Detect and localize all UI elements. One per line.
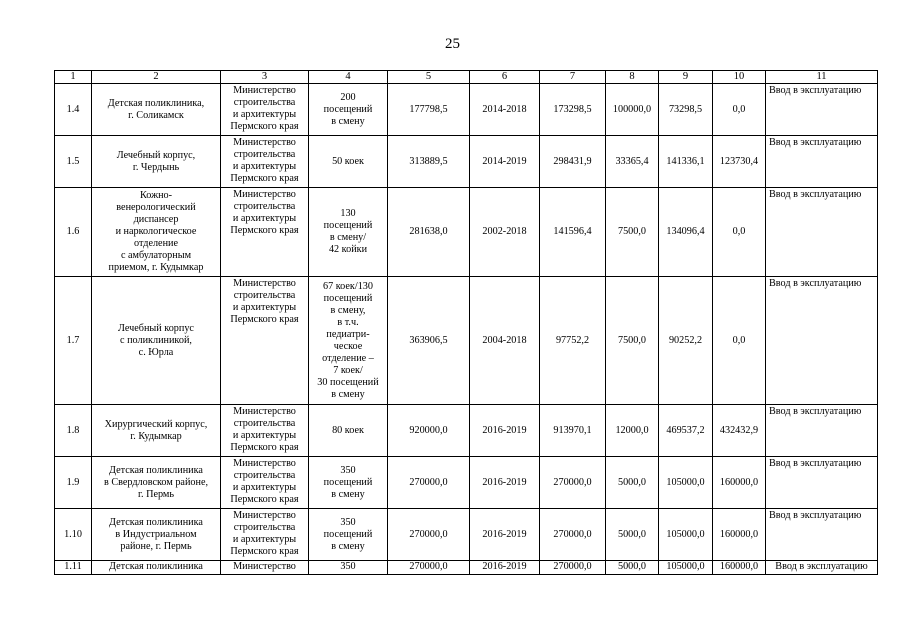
column-header: 7 bbox=[540, 71, 606, 84]
row-number: 1.7 bbox=[55, 277, 92, 405]
value-col10: 0,0 bbox=[713, 188, 766, 277]
value-col7: 173298,5 bbox=[540, 84, 606, 136]
cost: 270000,0 bbox=[388, 457, 470, 509]
customer: Министерство строительства и архитектуры Пермского края bbox=[221, 277, 309, 405]
cost: 270000,0 bbox=[388, 561, 470, 575]
value-col9: 90252,2 bbox=[659, 277, 713, 405]
value-col8: 5000,0 bbox=[606, 457, 659, 509]
capacity: 200 посещений в смену bbox=[309, 84, 388, 136]
page-number: 25 bbox=[445, 36, 460, 52]
value-col9: 105000,0 bbox=[659, 561, 713, 575]
table-row bbox=[55, 136, 878, 188]
customer: Министерство строительства и архитектуры Пермского края bbox=[221, 188, 309, 277]
period: 2004-2018 bbox=[470, 277, 540, 405]
cost: 270000,0 bbox=[388, 509, 470, 561]
object-name: Кожно- венерологический диспансер и наркологическое отделение с амбулаторным приемом, г. Кудымкар bbox=[92, 188, 221, 277]
value-col9: 105000,0 bbox=[659, 457, 713, 509]
value-col7: 270000,0 bbox=[540, 457, 606, 509]
table-row bbox=[55, 457, 878, 509]
column-header: 4 bbox=[309, 71, 388, 84]
value-col10: 0,0 bbox=[713, 277, 766, 405]
table-header-row bbox=[55, 71, 878, 84]
period: 2016-2019 bbox=[470, 457, 540, 509]
period: 2016-2019 bbox=[470, 405, 540, 457]
column-header: 1 bbox=[55, 71, 92, 84]
row-number: 1.9 bbox=[55, 457, 92, 509]
value-col8: 12000,0 bbox=[606, 405, 659, 457]
customer: Министерство строительства и архитектуры Пермского края bbox=[221, 84, 309, 136]
value-col8: 100000,0 bbox=[606, 84, 659, 136]
row-number: 1.11 bbox=[55, 561, 92, 575]
object-name: Детская поликлиника bbox=[92, 561, 221, 575]
table-row bbox=[55, 277, 878, 405]
period: 2014-2018 bbox=[470, 84, 540, 136]
capacity: 80 коек bbox=[309, 405, 388, 457]
customer: Министерство строительства и архитектуры Пермского края bbox=[221, 457, 309, 509]
column-header: 11 bbox=[766, 71, 878, 84]
value-col10: 0,0 bbox=[713, 84, 766, 136]
result: Ввод в эксплуатацию bbox=[766, 188, 878, 277]
row-number: 1.8 bbox=[55, 405, 92, 457]
row-number: 1.10 bbox=[55, 509, 92, 561]
objects-table bbox=[54, 70, 878, 575]
result: Ввод в эксплуатацию bbox=[766, 84, 878, 136]
result: Ввод в эксплуатацию bbox=[766, 509, 878, 561]
result: Ввод в эксплуатацию bbox=[766, 457, 878, 509]
column-header: 3 bbox=[221, 71, 309, 84]
value-col8: 5000,0 bbox=[606, 509, 659, 561]
value-col10: 160000,0 bbox=[713, 457, 766, 509]
cost: 313889,5 bbox=[388, 136, 470, 188]
customer: Министерство строительства и архитектуры Пермского края bbox=[221, 136, 309, 188]
period: 2014-2019 bbox=[470, 136, 540, 188]
row-number: 1.4 bbox=[55, 84, 92, 136]
value-col10: 432432,9 bbox=[713, 405, 766, 457]
customer: Министерство строительства и архитектуры Пермского края bbox=[221, 405, 309, 457]
table-row bbox=[55, 509, 878, 561]
value-col8: 33365,4 bbox=[606, 136, 659, 188]
period: 2002-2018 bbox=[470, 188, 540, 277]
value-col7: 298431,9 bbox=[540, 136, 606, 188]
period: 2016-2019 bbox=[470, 509, 540, 561]
table-row bbox=[55, 561, 878, 575]
column-header: 6 bbox=[470, 71, 540, 84]
value-col7: 270000,0 bbox=[540, 509, 606, 561]
value-col7: 141596,4 bbox=[540, 188, 606, 277]
cost: 281638,0 bbox=[388, 188, 470, 277]
result: Ввод в эксплуатацию bbox=[766, 136, 878, 188]
column-header: 5 bbox=[388, 71, 470, 84]
result: Ввод в эксплуатацию bbox=[766, 405, 878, 457]
value-col10: 123730,4 bbox=[713, 136, 766, 188]
value-col8: 7500,0 bbox=[606, 188, 659, 277]
value-col9: 134096,4 bbox=[659, 188, 713, 277]
value-col10: 160000,0 bbox=[713, 509, 766, 561]
capacity: 350 посещений в смену bbox=[309, 509, 388, 561]
value-col8: 5000,0 bbox=[606, 561, 659, 575]
object-name: Детская поликлиника в Свердловском районе, г. Пермь bbox=[92, 457, 221, 509]
column-header: 8 bbox=[606, 71, 659, 84]
value-col10: 160000,0 bbox=[713, 561, 766, 575]
value-col7: 97752,2 bbox=[540, 277, 606, 405]
capacity: 50 коек bbox=[309, 136, 388, 188]
table-row bbox=[55, 84, 878, 136]
capacity: 350 bbox=[309, 561, 388, 575]
row-number: 1.5 bbox=[55, 136, 92, 188]
value-col7: 913970,1 bbox=[540, 405, 606, 457]
value-col9: 73298,5 bbox=[659, 84, 713, 136]
column-header: 2 bbox=[92, 71, 221, 84]
value-col7: 270000,0 bbox=[540, 561, 606, 575]
capacity: 350 посещений в смену bbox=[309, 457, 388, 509]
object-name: Хирургический корпус, г. Кудымкар bbox=[92, 405, 221, 457]
cost: 920000,0 bbox=[388, 405, 470, 457]
capacity: 67 коек/130 посещений в смену, в т.ч. педиатри- ческое отделение – 7 коек/ 30 посещений в смену bbox=[309, 277, 388, 405]
value-col9: 141336,1 bbox=[659, 136, 713, 188]
cost: 177798,5 bbox=[388, 84, 470, 136]
object-name: Лечебный корпус, г. Чердынь bbox=[92, 136, 221, 188]
value-col8: 7500,0 bbox=[606, 277, 659, 405]
object-name: Детская поликлиника в Индустриальном районе, г. Пермь bbox=[92, 509, 221, 561]
customer: Министерство строительства и архитектуры Пермского края bbox=[221, 509, 309, 561]
object-name: Детская поликлиника, г. Соликамск bbox=[92, 84, 221, 136]
value-col9: 469537,2 bbox=[659, 405, 713, 457]
table-row bbox=[55, 405, 878, 457]
cost: 363906,5 bbox=[388, 277, 470, 405]
value-col9: 105000,0 bbox=[659, 509, 713, 561]
column-header: 10 bbox=[713, 71, 766, 84]
table-row bbox=[55, 188, 878, 277]
capacity: 130 посещений в смену/ 42 койки bbox=[309, 188, 388, 277]
column-header: 9 bbox=[659, 71, 713, 84]
result: Ввод в эксплуатацию bbox=[766, 561, 878, 575]
period: 2016-2019 bbox=[470, 561, 540, 575]
result: Ввод в эксплуатацию bbox=[766, 277, 878, 405]
customer: Министерство bbox=[221, 561, 309, 575]
object-name: Лечебный корпус с поликлиникой, с. Юрла bbox=[92, 277, 221, 405]
row-number: 1.6 bbox=[55, 188, 92, 277]
